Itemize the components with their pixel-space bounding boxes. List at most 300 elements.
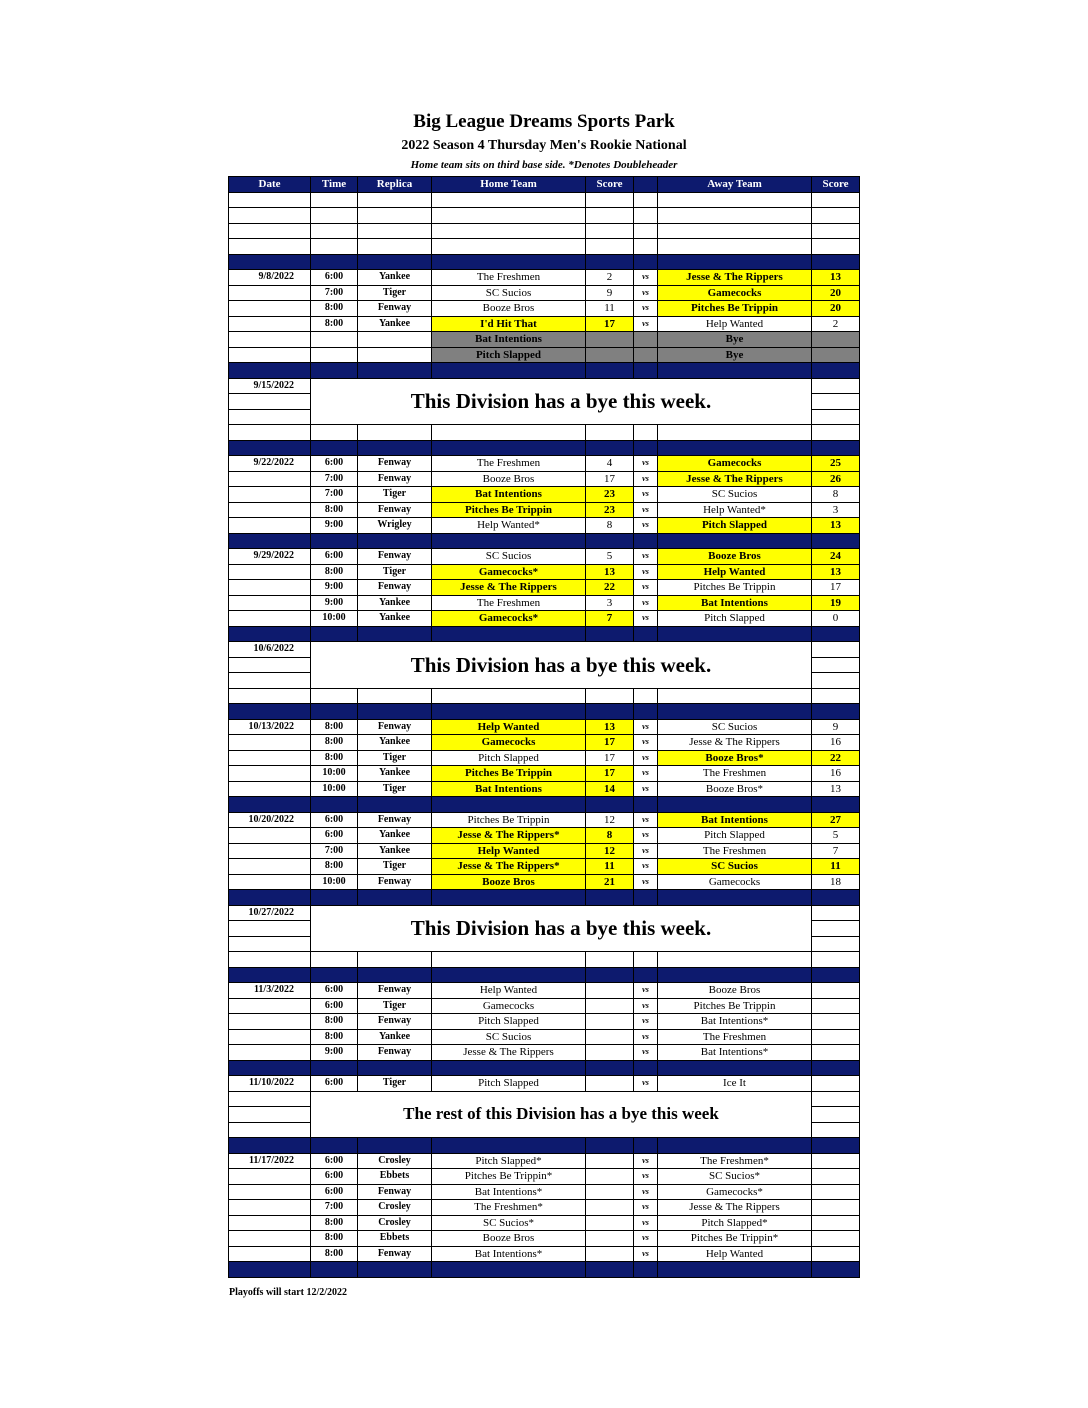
home-team-cell: Booze Bros bbox=[432, 874, 586, 890]
date-cell bbox=[229, 611, 311, 627]
date-cell bbox=[229, 1231, 311, 1247]
table-row bbox=[229, 611, 860, 627]
home-team-cell: Pitch Slapped bbox=[432, 1014, 586, 1030]
home-team-cell: Booze Bros bbox=[432, 301, 586, 317]
table-row bbox=[229, 1246, 860, 1262]
home-team-cell: Help Wanted bbox=[432, 983, 586, 999]
home-team-cell: Gamecocks bbox=[432, 998, 586, 1014]
replica-cell: Crosley bbox=[358, 1200, 432, 1216]
home-team-cell: Pitch Slapped bbox=[432, 1076, 586, 1092]
replica-cell: Yankee bbox=[358, 766, 432, 782]
cell bbox=[432, 1138, 586, 1154]
away-team-cell: SC Sucios* bbox=[658, 1169, 812, 1185]
table-row bbox=[229, 456, 860, 472]
vs-cell: vs bbox=[634, 1246, 658, 1262]
home-score-cell bbox=[586, 1231, 634, 1247]
away-score-cell: 22 bbox=[812, 750, 860, 766]
away-score-cell: 16 bbox=[812, 766, 860, 782]
table-row bbox=[229, 983, 860, 999]
home-score-cell: 13 bbox=[586, 564, 634, 580]
table-row bbox=[229, 859, 860, 875]
away-team-cell: Help Wanted bbox=[658, 316, 812, 332]
vs-cell: vs bbox=[634, 1169, 658, 1185]
cell bbox=[812, 409, 860, 425]
home-team-cell: Jesse & The Rippers* bbox=[432, 828, 586, 844]
table-row bbox=[229, 285, 860, 301]
home-score-cell bbox=[586, 332, 634, 348]
table-row bbox=[229, 1029, 860, 1045]
home-team-cell: Pitches Be Trippin bbox=[432, 812, 586, 828]
cell bbox=[812, 704, 860, 720]
cell bbox=[658, 1060, 812, 1076]
table-row bbox=[229, 270, 860, 286]
vs-cell: vs bbox=[634, 1076, 658, 1092]
bye-row bbox=[229, 1091, 860, 1107]
cell bbox=[658, 192, 812, 208]
date-cell bbox=[229, 859, 311, 875]
cell bbox=[586, 797, 634, 813]
date-cell bbox=[229, 409, 311, 425]
home-team-cell: Pitch Slapped* bbox=[432, 1153, 586, 1169]
home-score-cell: 4 bbox=[586, 456, 634, 472]
column-header: Score bbox=[812, 177, 860, 193]
away-team-cell: Bat Intentions bbox=[658, 812, 812, 828]
vs-cell: vs bbox=[634, 1231, 658, 1247]
vs-cell: vs bbox=[634, 301, 658, 317]
replica-cell: Yankee bbox=[358, 316, 432, 332]
date-cell bbox=[229, 487, 311, 503]
cell bbox=[586, 1060, 634, 1076]
vs-cell: vs bbox=[634, 1215, 658, 1231]
replica-cell: Crosley bbox=[358, 1153, 432, 1169]
date-cell bbox=[229, 1246, 311, 1262]
cell bbox=[311, 223, 358, 239]
cell bbox=[358, 208, 432, 224]
home-team-cell: SC Sucios* bbox=[432, 1215, 586, 1231]
home-team-cell: SC Sucios bbox=[432, 549, 586, 565]
away-score-cell: 0 bbox=[812, 611, 860, 627]
home-team-cell: Pitches Be Trippin bbox=[432, 502, 586, 518]
table-row bbox=[229, 1215, 860, 1231]
cell bbox=[432, 626, 586, 642]
away-team-cell: Jesse & The Rippers bbox=[658, 735, 812, 751]
away-score-cell bbox=[812, 1014, 860, 1030]
cell bbox=[658, 1138, 812, 1154]
away-score-cell: 19 bbox=[812, 595, 860, 611]
cell bbox=[658, 425, 812, 441]
home-team-cell: Pitches Be Trippin* bbox=[432, 1169, 586, 1185]
away-score-cell: 2 bbox=[812, 316, 860, 332]
replica-cell: Fenway bbox=[358, 1045, 432, 1061]
away-team-cell: Jesse & The Rippers bbox=[658, 1200, 812, 1216]
home-team-cell: Pitches Be Trippin bbox=[432, 766, 586, 782]
cell bbox=[432, 208, 586, 224]
cell bbox=[358, 1138, 432, 1154]
date-cell bbox=[229, 1215, 311, 1231]
time-cell: 7:00 bbox=[311, 285, 358, 301]
away-team-cell: Pitches Be Trippin bbox=[658, 998, 812, 1014]
away-score-cell: 20 bbox=[812, 301, 860, 317]
replica-cell: Yankee bbox=[358, 270, 432, 286]
home-score-cell: 17 bbox=[586, 766, 634, 782]
replica-cell: Fenway bbox=[358, 580, 432, 596]
away-team-cell: Pitches Be Trippin bbox=[658, 301, 812, 317]
table-row bbox=[229, 812, 860, 828]
cell bbox=[229, 208, 311, 224]
vs-cell: vs bbox=[634, 270, 658, 286]
away-team-cell: Bye bbox=[658, 332, 812, 348]
replica-cell: Fenway bbox=[358, 456, 432, 472]
table-row bbox=[229, 1076, 860, 1092]
replica-cell: Yankee bbox=[358, 735, 432, 751]
cell bbox=[634, 208, 658, 224]
cell bbox=[586, 425, 634, 441]
cell bbox=[229, 890, 311, 906]
home-score-cell bbox=[586, 1045, 634, 1061]
home-score-cell: 11 bbox=[586, 301, 634, 317]
table-row bbox=[229, 332, 860, 348]
home-team-cell: SC Sucios bbox=[432, 285, 586, 301]
cell bbox=[634, 890, 658, 906]
cell bbox=[658, 533, 812, 549]
date-cell bbox=[229, 1029, 311, 1045]
home-score-cell: 3 bbox=[586, 595, 634, 611]
empty-row bbox=[229, 952, 860, 968]
cell bbox=[432, 223, 586, 239]
table-row bbox=[229, 750, 860, 766]
away-score-cell bbox=[812, 1231, 860, 1247]
cell bbox=[634, 363, 658, 379]
cell bbox=[311, 890, 358, 906]
separator-row bbox=[229, 1060, 860, 1076]
away-score-cell: 26 bbox=[812, 471, 860, 487]
replica-cell: Fenway bbox=[358, 549, 432, 565]
cell bbox=[812, 363, 860, 379]
table-row bbox=[229, 1014, 860, 1030]
replica-cell: Fenway bbox=[358, 502, 432, 518]
column-header bbox=[634, 177, 658, 193]
cell bbox=[658, 890, 812, 906]
cell bbox=[658, 239, 812, 255]
table-row bbox=[229, 874, 860, 890]
away-team-cell: Gamecocks bbox=[658, 285, 812, 301]
cell bbox=[812, 1262, 860, 1278]
cell bbox=[229, 363, 311, 379]
away-score-cell bbox=[812, 983, 860, 999]
time-cell: 6:00 bbox=[311, 812, 358, 828]
date-cell bbox=[229, 564, 311, 580]
replica-cell: Fenway bbox=[358, 1184, 432, 1200]
table-row bbox=[229, 471, 860, 487]
cell bbox=[432, 533, 586, 549]
away-team-cell: Pitch Slapped bbox=[658, 518, 812, 534]
cell bbox=[812, 642, 860, 658]
cell bbox=[358, 192, 432, 208]
date-cell bbox=[229, 735, 311, 751]
home-score-cell: 17 bbox=[586, 316, 634, 332]
table-row bbox=[229, 347, 860, 363]
column-header: Away Team bbox=[658, 177, 812, 193]
cell bbox=[812, 378, 860, 394]
cell bbox=[311, 1060, 358, 1076]
date-cell bbox=[229, 595, 311, 611]
home-team-cell: The Freshmen* bbox=[432, 1200, 586, 1216]
home-team-cell: The Freshmen bbox=[432, 456, 586, 472]
date-cell bbox=[229, 1122, 311, 1138]
cell bbox=[812, 533, 860, 549]
away-score-cell: 13 bbox=[812, 518, 860, 534]
vs-cell: vs bbox=[634, 471, 658, 487]
time-cell: 8:00 bbox=[311, 502, 358, 518]
date-cell bbox=[229, 936, 311, 952]
cell bbox=[311, 239, 358, 255]
cell bbox=[229, 533, 311, 549]
separator-row bbox=[229, 890, 860, 906]
vs-cell: vs bbox=[634, 1045, 658, 1061]
table-row bbox=[229, 766, 860, 782]
date-cell: 9/8/2022 bbox=[229, 270, 311, 286]
home-team-cell: The Freshmen bbox=[432, 595, 586, 611]
replica-cell: Fenway bbox=[358, 1246, 432, 1262]
replica-cell: Ebbets bbox=[358, 1231, 432, 1247]
away-team-cell: The Freshmen* bbox=[658, 1153, 812, 1169]
replica-cell bbox=[358, 332, 432, 348]
cell bbox=[432, 239, 586, 255]
cell bbox=[311, 797, 358, 813]
replica-cell: Fenway bbox=[358, 471, 432, 487]
away-score-cell bbox=[812, 1246, 860, 1262]
away-team-cell: The Freshmen bbox=[658, 1029, 812, 1045]
cell bbox=[586, 1262, 634, 1278]
date-cell bbox=[229, 301, 311, 317]
bye-row bbox=[229, 642, 860, 658]
cell bbox=[812, 797, 860, 813]
replica-cell: Fenway bbox=[358, 719, 432, 735]
cell bbox=[358, 967, 432, 983]
cell bbox=[229, 688, 311, 704]
cell bbox=[812, 967, 860, 983]
table-row bbox=[229, 781, 860, 797]
bye-row bbox=[229, 905, 860, 921]
cell bbox=[586, 952, 634, 968]
cell bbox=[634, 1262, 658, 1278]
vs-cell: vs bbox=[634, 285, 658, 301]
home-team-cell: Jesse & The Rippers bbox=[432, 580, 586, 596]
away-team-cell: The Freshmen bbox=[658, 843, 812, 859]
date-cell bbox=[229, 1107, 311, 1123]
cell bbox=[229, 254, 311, 270]
date-cell bbox=[229, 394, 311, 410]
cell bbox=[358, 890, 432, 906]
date-cell bbox=[229, 580, 311, 596]
replica-cell: Tiger bbox=[358, 998, 432, 1014]
away-score-cell bbox=[812, 1215, 860, 1231]
away-score-cell: 18 bbox=[812, 874, 860, 890]
cell bbox=[812, 425, 860, 441]
replica-cell: Tiger bbox=[358, 285, 432, 301]
away-team-cell: The Freshmen bbox=[658, 766, 812, 782]
away-team-cell: Booze Bros bbox=[658, 549, 812, 565]
replica-cell: Tiger bbox=[358, 564, 432, 580]
table-row bbox=[229, 843, 860, 859]
date-cell: 9/29/2022 bbox=[229, 549, 311, 565]
separator-row bbox=[229, 533, 860, 549]
vs-cell bbox=[634, 347, 658, 363]
bye-row bbox=[229, 378, 860, 394]
away-team-cell: Gamecocks* bbox=[658, 1184, 812, 1200]
cell bbox=[358, 239, 432, 255]
cell bbox=[586, 239, 634, 255]
cell bbox=[432, 192, 586, 208]
away-team-cell: Pitches Be Trippin* bbox=[658, 1231, 812, 1247]
cell bbox=[812, 1138, 860, 1154]
date-cell bbox=[229, 1200, 311, 1216]
date-cell: 11/17/2022 bbox=[229, 1153, 311, 1169]
home-team-cell: Pitch Slapped bbox=[432, 750, 586, 766]
cell bbox=[229, 967, 311, 983]
table-row bbox=[229, 502, 860, 518]
cell bbox=[311, 533, 358, 549]
cell bbox=[229, 239, 311, 255]
home-score-cell: 8 bbox=[586, 828, 634, 844]
separator-row bbox=[229, 1138, 860, 1154]
time-cell: 9:00 bbox=[311, 595, 358, 611]
cell bbox=[432, 797, 586, 813]
playoffs-note: Playoffs will start 12/2/2022 bbox=[229, 1287, 348, 1298]
away-score-cell bbox=[812, 1029, 860, 1045]
home-score-cell: 17 bbox=[586, 735, 634, 751]
away-team-cell: Pitches Be Trippin bbox=[658, 580, 812, 596]
cell bbox=[658, 688, 812, 704]
home-team-cell: Jesse & The Rippers bbox=[432, 1045, 586, 1061]
away-team-cell: Booze Bros* bbox=[658, 781, 812, 797]
vs-cell: vs bbox=[634, 1014, 658, 1030]
date-cell bbox=[229, 673, 311, 689]
replica-cell: Tiger bbox=[358, 1076, 432, 1092]
cell bbox=[812, 890, 860, 906]
date-cell bbox=[229, 518, 311, 534]
vs-cell: vs bbox=[634, 1153, 658, 1169]
cell bbox=[634, 425, 658, 441]
away-score-cell bbox=[812, 347, 860, 363]
home-team-cell: Help Wanted bbox=[432, 719, 586, 735]
cell bbox=[586, 890, 634, 906]
time-cell: 7:00 bbox=[311, 843, 358, 859]
date-cell: 11/3/2022 bbox=[229, 983, 311, 999]
home-team-cell: I'd Hit That bbox=[432, 316, 586, 332]
cell bbox=[432, 952, 586, 968]
away-score-cell: 13 bbox=[812, 781, 860, 797]
away-team-cell: Gamecocks bbox=[658, 456, 812, 472]
cell bbox=[229, 797, 311, 813]
away-team-cell: Bye bbox=[658, 347, 812, 363]
cell bbox=[311, 1262, 358, 1278]
cell bbox=[634, 254, 658, 270]
cell bbox=[358, 952, 432, 968]
replica-cell: Tiger bbox=[358, 487, 432, 503]
time-cell: 8:00 bbox=[311, 1014, 358, 1030]
replica-cell: Tiger bbox=[358, 859, 432, 875]
date-cell bbox=[229, 1184, 311, 1200]
away-score-cell: 16 bbox=[812, 735, 860, 751]
home-score-cell: 11 bbox=[586, 859, 634, 875]
away-team-cell: Jesse & The Rippers bbox=[658, 471, 812, 487]
cell bbox=[812, 936, 860, 952]
home-score-cell: 2 bbox=[586, 270, 634, 286]
away-score-cell bbox=[812, 1200, 860, 1216]
separator-row bbox=[229, 254, 860, 270]
cell bbox=[658, 626, 812, 642]
away-score-cell: 13 bbox=[812, 270, 860, 286]
table-row bbox=[229, 301, 860, 317]
table-row bbox=[229, 518, 860, 534]
away-team-cell: Help Wanted* bbox=[658, 502, 812, 518]
away-team-cell: Bat Intentions* bbox=[658, 1014, 812, 1030]
page-subtitle: 2022 Season 4 Thursday Men's Rookie National bbox=[401, 138, 687, 153]
time-cell: 10:00 bbox=[311, 874, 358, 890]
home-team-cell: Pitch Slapped bbox=[432, 347, 586, 363]
replica-cell: Yankee bbox=[358, 843, 432, 859]
cell bbox=[812, 394, 860, 410]
time-cell: 8:00 bbox=[311, 859, 358, 875]
header-note: Home team sits on third base side. *Denotes Doubleheader bbox=[410, 159, 678, 171]
vs-cell: vs bbox=[634, 316, 658, 332]
cell bbox=[432, 1060, 586, 1076]
away-team-cell: SC Sucios bbox=[658, 487, 812, 503]
replica-cell: Fenway bbox=[358, 812, 432, 828]
date-cell bbox=[229, 471, 311, 487]
time-cell: 7:00 bbox=[311, 471, 358, 487]
vs-cell: vs bbox=[634, 595, 658, 611]
cell bbox=[229, 1262, 311, 1278]
cell bbox=[634, 1060, 658, 1076]
home-team-cell: Gamecocks* bbox=[432, 564, 586, 580]
away-score-cell: 13 bbox=[812, 564, 860, 580]
date-cell: 10/27/2022 bbox=[229, 905, 311, 921]
vs-cell: vs bbox=[634, 502, 658, 518]
vs-cell: vs bbox=[634, 828, 658, 844]
replica-cell: Wrigley bbox=[358, 518, 432, 534]
cell bbox=[311, 254, 358, 270]
time-cell: 8:00 bbox=[311, 735, 358, 751]
cell bbox=[358, 223, 432, 239]
replica-cell: Yankee bbox=[358, 1029, 432, 1045]
away-score-cell: 8 bbox=[812, 487, 860, 503]
date-cell bbox=[229, 874, 311, 890]
page-title: Big League Dreams Sports Park bbox=[413, 111, 675, 132]
vs-cell: vs bbox=[634, 983, 658, 999]
home-score-cell: 14 bbox=[586, 781, 634, 797]
vs-cell: vs bbox=[634, 1029, 658, 1045]
cell bbox=[634, 626, 658, 642]
table-row bbox=[229, 1045, 860, 1061]
date-cell: 10/13/2022 bbox=[229, 719, 311, 735]
home-score-cell: 13 bbox=[586, 719, 634, 735]
cell bbox=[586, 1138, 634, 1154]
separator-row bbox=[229, 440, 860, 456]
date-cell bbox=[229, 657, 311, 673]
cell bbox=[229, 704, 311, 720]
home-score-cell: 17 bbox=[586, 750, 634, 766]
cell bbox=[311, 1138, 358, 1154]
cell bbox=[586, 254, 634, 270]
separator-row bbox=[229, 967, 860, 983]
cell bbox=[812, 1091, 860, 1107]
time-cell: 8:00 bbox=[311, 750, 358, 766]
cell bbox=[812, 673, 860, 689]
date-cell bbox=[229, 1169, 311, 1185]
away-score-cell bbox=[812, 998, 860, 1014]
